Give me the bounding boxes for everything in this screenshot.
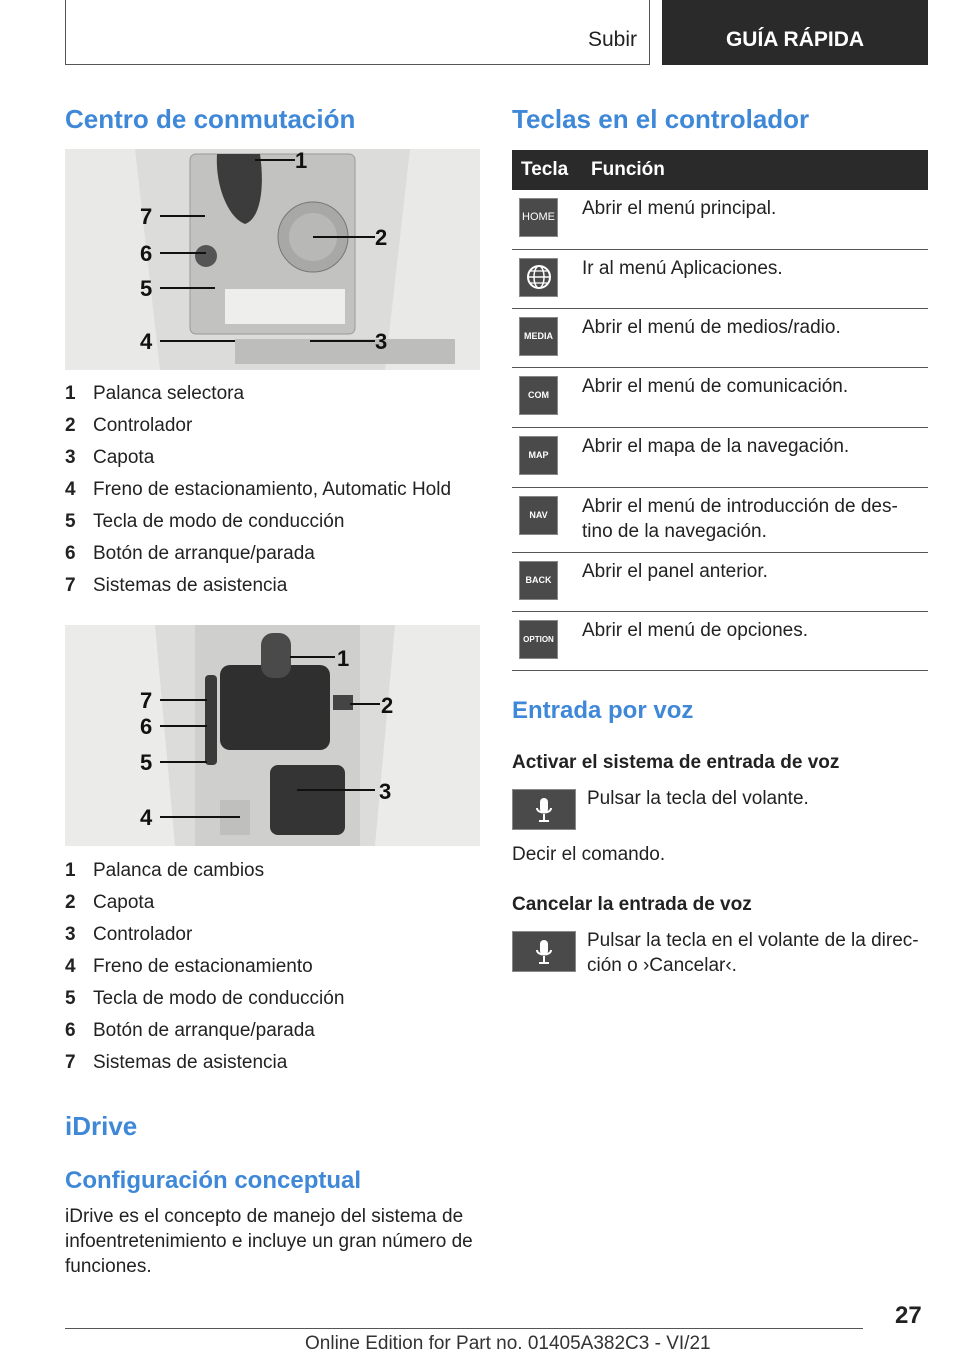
page-number: 27 xyxy=(895,1302,922,1329)
subir-link[interactable]: Subir xyxy=(587,28,637,51)
list-item: 6 Botón de arranque/parada xyxy=(65,1020,315,1041)
list-item: 6 Botón de arranque/parada xyxy=(65,543,315,564)
photo2-callout-3: 3 xyxy=(379,779,392,804)
say-command-text: Decir el comando. xyxy=(512,844,666,865)
photo2-callout-2: 2 xyxy=(381,693,394,718)
list-item: 1 Palanca selectora xyxy=(65,383,245,404)
column-header-tecla: Tecla xyxy=(512,150,582,190)
list-item: 4 Freno de estacionamiento xyxy=(65,956,313,977)
photo1-callout-6: 6 xyxy=(140,241,153,266)
section-title-centro: Centro de conmutación xyxy=(65,104,356,134)
home-key-icon: HOME xyxy=(519,198,558,237)
map-key-icon: MAP xyxy=(519,436,558,475)
media-key-icon: MEDIA xyxy=(519,317,558,356)
switch-center-photo-1 xyxy=(65,149,480,370)
footer-edition: Online Edition for Part no. 01405A382C3 - VI/21 xyxy=(305,1333,711,1354)
table-cell-function: Abrir el menú principal. xyxy=(582,190,928,249)
section-title-idrive: iDrive xyxy=(65,1111,138,1141)
photo1-callout-1: 1 xyxy=(295,149,308,173)
table-row xyxy=(512,190,928,249)
microphone-icon xyxy=(512,789,576,830)
idrive-paragraph: iDrive es el concepto de manejo del sistema de infoentretenimiento e incluye un gran número de funciones. xyxy=(65,1206,473,1277)
table-cell-function: Abrir el menú de opciones. xyxy=(582,611,928,670)
photo1-callout-4: 4 xyxy=(140,329,153,354)
top-bar xyxy=(65,0,928,65)
controller-keys-table xyxy=(512,150,928,671)
table-cell-function: Abrir el menú de introducción de des- tino de la navegación. xyxy=(582,487,928,552)
cancel-voice-heading: Cancelar la entrada de voz xyxy=(512,894,752,915)
com-key-icon: COM xyxy=(519,376,558,415)
photo1-callout-5: 5 xyxy=(140,276,153,301)
photo1-callout-3: 3 xyxy=(375,329,388,354)
table-cell-function: Ir al menú Aplicaciones. xyxy=(582,249,928,308)
table-row xyxy=(512,611,928,670)
photo2-callout-6: 6 xyxy=(140,714,153,739)
guia-rapida-tab[interactable]: GUÍA RÁPIDA xyxy=(662,0,928,65)
table-row xyxy=(512,427,928,487)
list-item: 7 Sistemas de asistencia xyxy=(65,575,288,596)
table-row xyxy=(512,487,928,552)
subtitle-entrada-voz: Entrada por voz xyxy=(512,697,694,724)
list-item: 2 Controlador xyxy=(65,415,193,436)
subtitle-configuracion: Configuración conceptual xyxy=(65,1167,362,1194)
activate-voice-text: Pulsar la tecla del volante. xyxy=(587,788,809,809)
globe-key-icon xyxy=(519,258,558,297)
list-item: 2 Capota xyxy=(65,892,155,913)
activate-voice-heading: Activar el sistema de entrada de voz xyxy=(512,752,840,773)
table-cell-function: Abrir el menú de comunicación. xyxy=(582,367,928,427)
back-key-icon: BACK xyxy=(519,561,558,600)
list-item: 4 Freno de estacionamiento, Automatic Hold xyxy=(65,479,452,500)
nav-key-icon: NAV xyxy=(519,496,558,535)
photo2-callout-7: 7 xyxy=(140,688,153,713)
photo1-callout-7: 7 xyxy=(140,204,153,229)
switch-center-photo-2 xyxy=(65,625,480,846)
list-item: 5 Tecla de modo de conducción xyxy=(65,511,345,532)
list-item: 7 Sistemas de asistencia xyxy=(65,1052,288,1073)
microphone-icon xyxy=(512,931,576,972)
list-item: 3 Capota xyxy=(65,447,155,468)
list-item: 5 Tecla de modo de conducción xyxy=(65,988,345,1009)
column-header-funcion: Función xyxy=(582,150,928,190)
table-row xyxy=(512,308,928,367)
photo1-callout-2: 2 xyxy=(375,225,388,250)
table-row xyxy=(512,552,928,611)
photo2-callout-4: 4 xyxy=(140,805,153,830)
table-row xyxy=(512,367,928,427)
section-title-teclas: Teclas en el controlador xyxy=(512,104,810,134)
list-switch-center-1 xyxy=(65,378,480,602)
cancel-voice-text: Pulsar la tecla en el volante de la direc- ción o ›Cancelar‹. xyxy=(587,930,919,976)
footer-divider xyxy=(65,1328,863,1329)
photo2-callout-1: 1 xyxy=(337,646,350,671)
list-item: 3 Controlador xyxy=(65,924,193,945)
list-switch-center-2 xyxy=(65,855,480,1079)
list-item: 1 Palanca de cambios xyxy=(65,860,265,881)
option-key-icon: OPTION xyxy=(519,620,558,659)
table-cell-function: Abrir el menú de medios/radio. xyxy=(582,308,928,367)
subir-link-box[interactable] xyxy=(65,0,650,65)
table-cell-function: Abrir el panel anterior. xyxy=(582,552,928,611)
photo2-callout-5: 5 xyxy=(140,750,153,775)
table-row xyxy=(512,249,928,308)
table-cell-function: Abrir el mapa de la navegación. xyxy=(582,427,928,487)
